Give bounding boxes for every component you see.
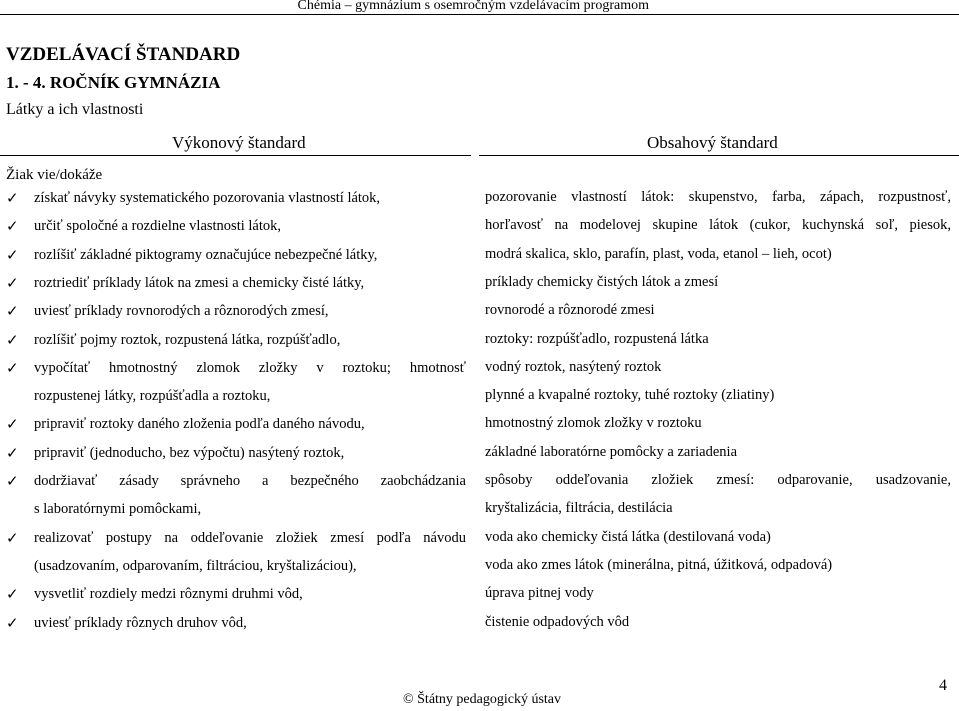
performance-line [0,614,470,634]
content-line: modrá skalica, sklo, parafín, plast, voda, etanol – lieh, ocot) [485,245,832,262]
checkmark-icon: ✓ [6,360,19,377]
checkmark-icon: ✓ [6,219,19,236]
content-line: plynné a kvapalné roztoky, tuhé roztoky (zliatiny) [485,387,775,404]
checkmark-icon: ✓ [6,332,19,349]
performance-line-text: roztriediť príklady látok na zmesi a chemicky čisté látky, [34,274,365,291]
content-line: voda ako zmes látok (minerálna, pitná, úžitková, odpadová) [485,556,833,573]
content-line: spôsoby oddeľovania zložiek zmesí: odparovanie, usadzovanie, [485,472,951,488]
performance-line-text: vysvetliť rozdiely medzi rôznymi druhmi vôd, [34,586,303,603]
performance-line [0,274,470,294]
performance-line-text: realizovať postupy na oddeľovanie zložiek zmesí podľa návodu [34,529,466,546]
performance-line-text: uviesť príklady rovnorodých a rôznorodých zmesí, [34,303,329,320]
header-rule [0,14,959,15]
content-line: voda ako chemicky čistá látka (destilovaná voda) [485,528,771,545]
performance-line [0,189,470,209]
performance-line [0,331,470,351]
checkmark-icon: ✓ [6,474,19,490]
performance-line-text: rozlíšiť základné piktogramy označujúce nebezpečné látky, [34,246,378,263]
footer-publisher: © Štátny pedagogický ústav [403,692,561,707]
performance-line-text: s laboratórnymi pomôckami, [34,501,202,518]
performance-line [0,359,470,379]
performance-line [0,557,470,577]
content-line: čistenie odpadových vôd [485,613,630,630]
checkmark-icon: ✓ [6,304,19,321]
checkmark-icon: ✓ [6,275,19,292]
performance-line-text: rozpustenej látky, rozpúšťadla a roztoku, [34,388,271,405]
performance-line [0,444,470,464]
page-number: 4 [939,677,947,694]
performance-line [0,472,470,492]
student-label: Žiak vie/dokáže [6,167,103,183]
performance-line-text: pripraviť roztoky daného zloženia podľa daného návodu, [34,416,365,433]
grade-subtitle: 1. - 4. ROČNÍK GYMNÁZIA [6,73,221,92]
left-column-header: Výkonový štandard [172,133,306,152]
content-line: roztoky: rozpúšťadlo, rozpustená látka [485,330,709,347]
right-column-rule [479,155,959,156]
performance-line [0,217,470,237]
checkmark-icon: ✓ [6,587,19,604]
topic-heading: Látky a ich vlastnosti [6,101,144,118]
performance-line [0,585,470,605]
performance-line-text: (usadzovaním, odparovaním, filtráciou, kryštalizáciou), [34,557,357,574]
performance-line [0,529,470,549]
content-line: vodný roztok, nasýtený roztok [485,358,662,375]
performance-line [0,387,470,407]
performance-line [0,302,470,322]
running-header: Chémia – gymnázium s osemročným vzdelávacím programom [297,0,649,13]
document-title: VZDELÁVACÍ ŠTANDARD [6,44,241,65]
right-column-header: Obsahový štandard [647,133,778,152]
content-line: horľavosť na modelovej skupine látok (cukor, kuchynská soľ, piesok, [485,217,951,234]
content-line: pozorovanie vlastností látok: skupenstvo, farba, zápach, rozpustnosť, [485,189,951,205]
content-line: úprava pitnej vody [485,585,594,602]
content-line: hmotnostný zlomok zložky v roztoku [485,415,702,432]
performance-line-text: dodržiavať zásady správneho a bezpečného zaobchádzania [34,473,466,489]
content-line: kryštalizácia, filtrácia, destilácia [485,500,673,517]
performance-line-text: vypočítať hmotnostný zlomok zložky v roztoku; hmotnosť [34,359,466,376]
performance-line [0,415,470,435]
performance-line-text: uviesť príklady rôznych druhov vôd, [34,614,247,631]
performance-line [0,500,470,520]
content-line: príklady chemicky čistých látok a zmesí [485,273,719,290]
checkmark-icon: ✓ [6,530,19,547]
performance-line-text: určiť spoločné a rozdielne vlastnosti látok, [34,218,281,235]
content-line: rovnorodé a rôznorodé zmesi [485,302,655,319]
checkmark-icon: ✓ [6,191,19,207]
performance-line-text: získať návyky systematického pozorovania vlastností látok, [34,190,381,206]
left-column-rule [0,155,471,156]
checkmark-icon: ✓ [6,445,19,462]
checkmark-icon: ✓ [6,615,19,632]
performance-line [0,246,470,266]
content-line: základné laboratórne pomôcky a zariadenia [485,443,738,460]
performance-line-text: rozlíšiť pojmy roztok, rozpustená látka, rozpúšťadlo, [34,331,341,348]
checkmark-icon: ✓ [6,247,19,264]
checkmark-icon: ✓ [6,417,19,434]
performance-line-text: pripraviť (jednoducho, bez výpočtu) nasýtený roztok, [34,444,345,461]
